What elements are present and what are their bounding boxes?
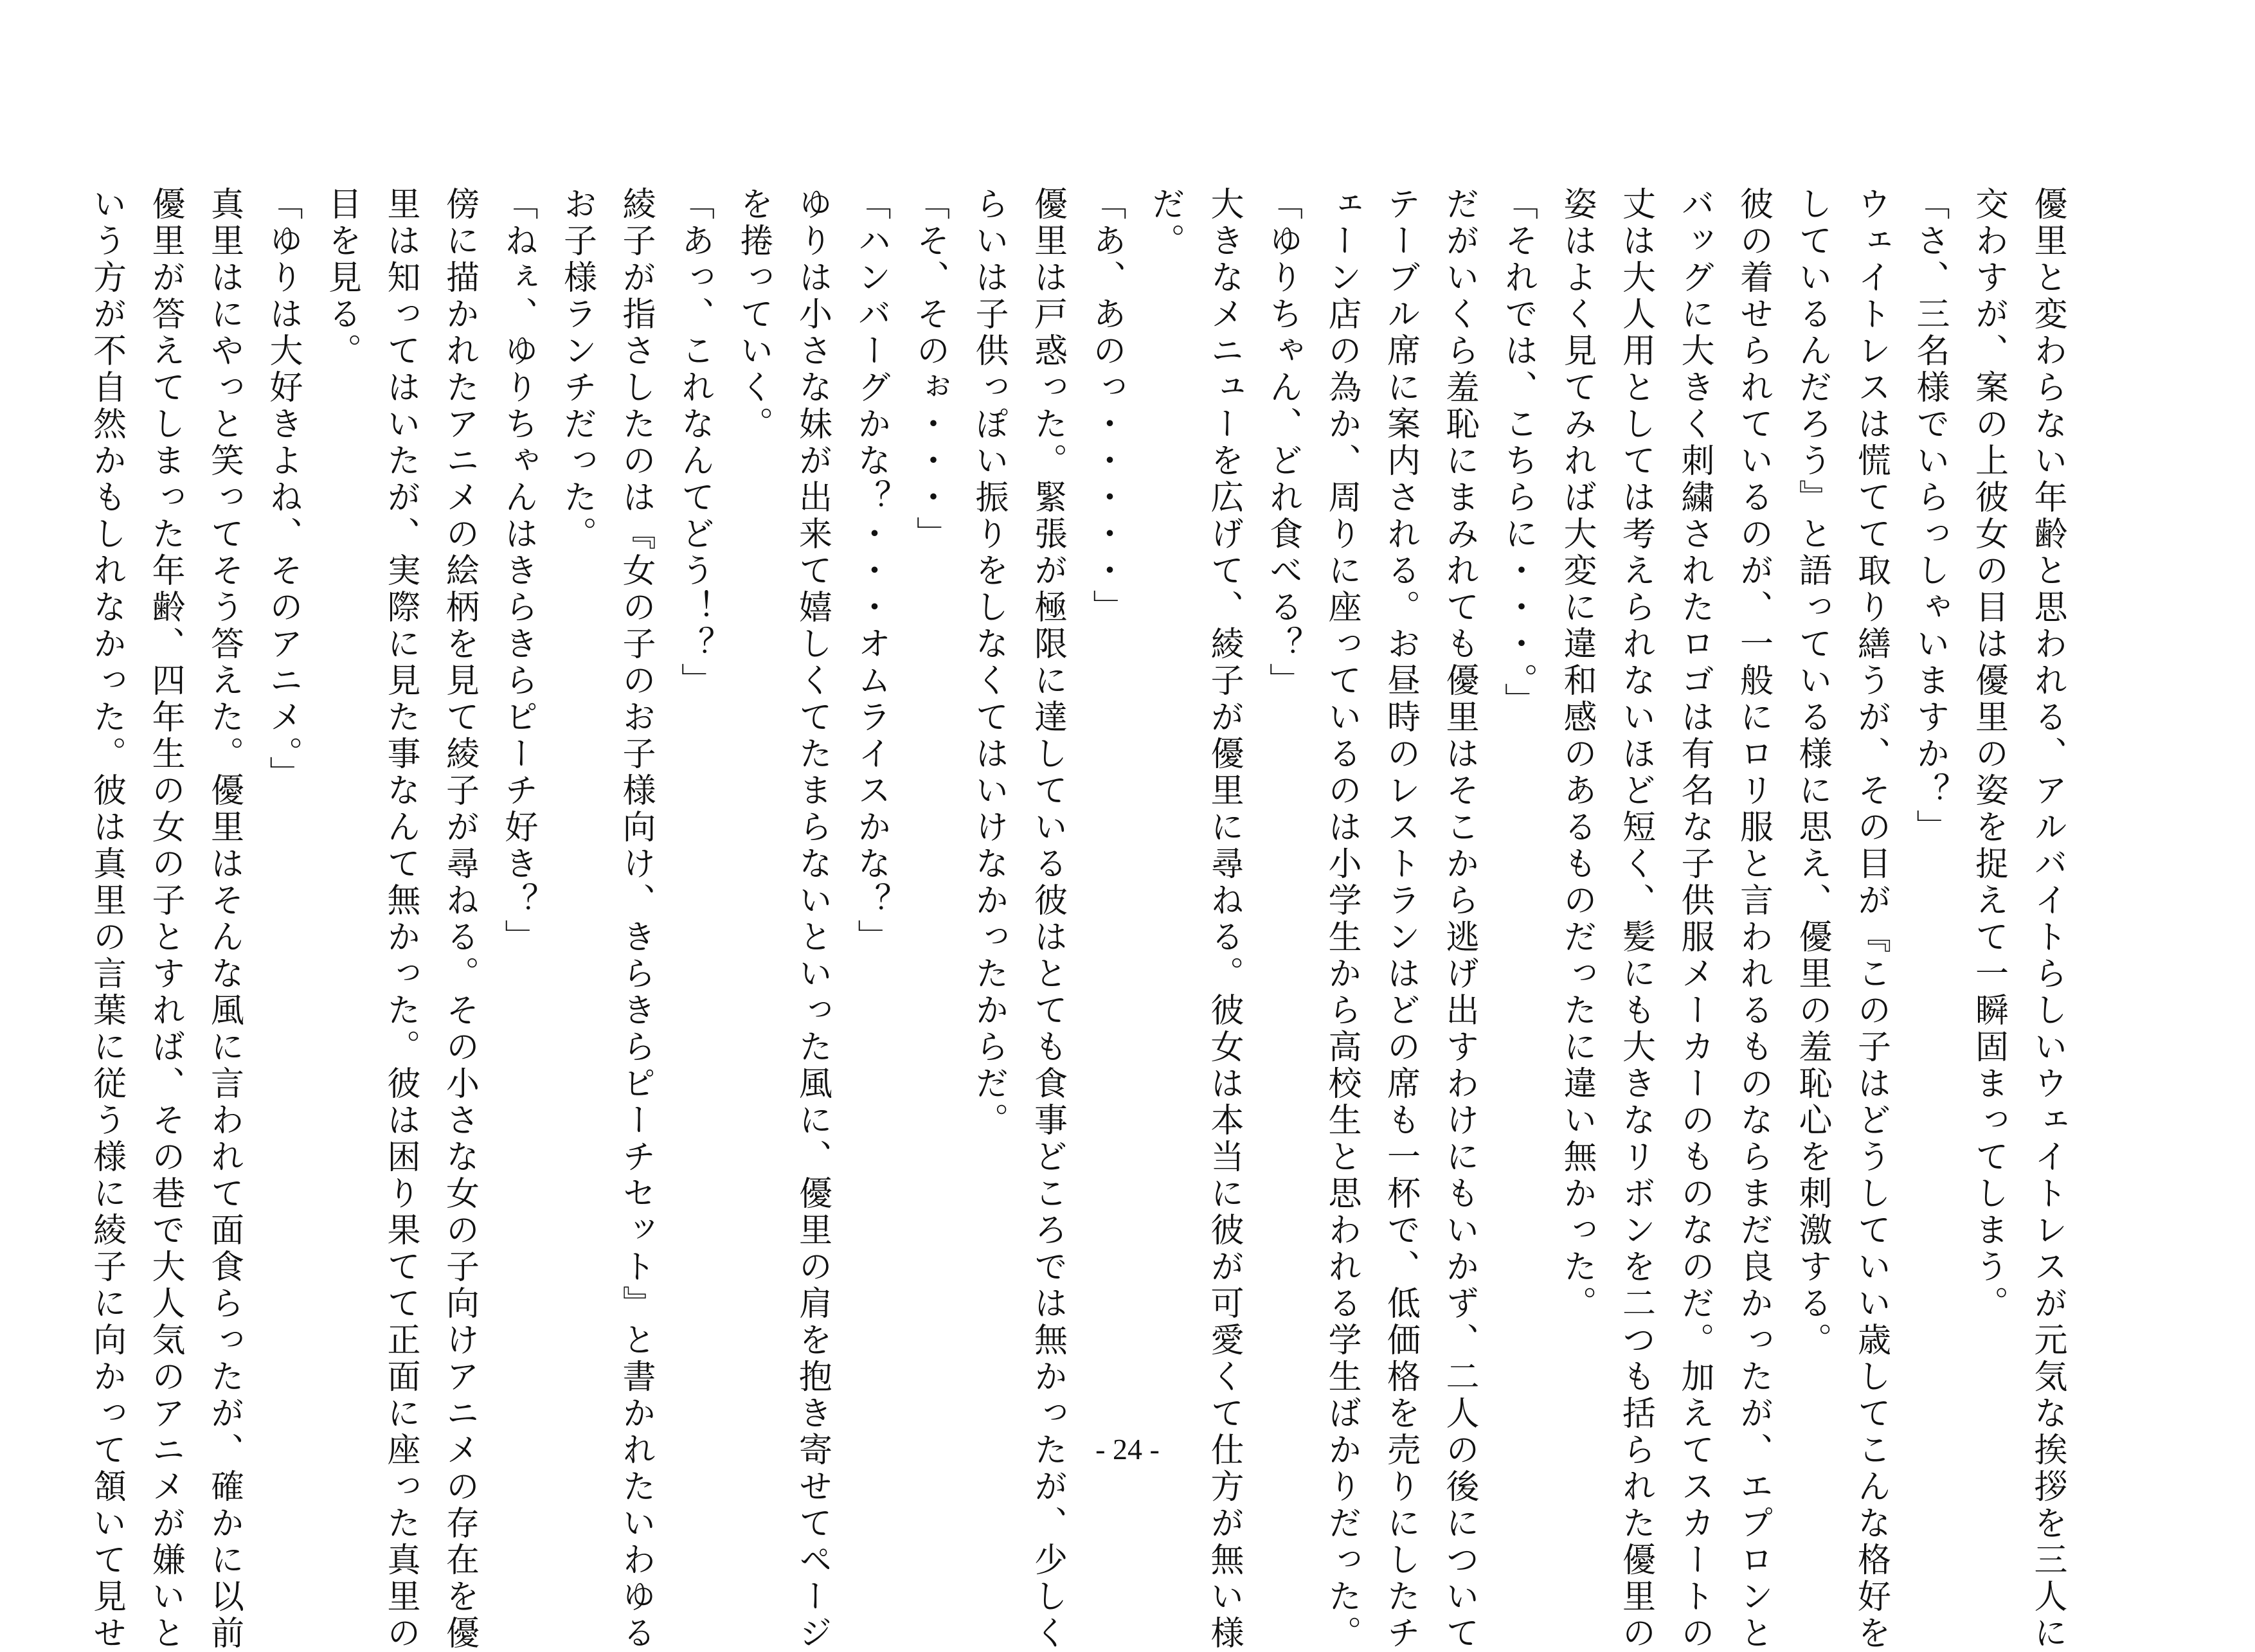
text-line: しているんだろう』と語っている様に思え、優里の羞恥心を刺激する。 — [1793, 186, 1831, 1359]
text-line: ウェイトレスは慌てて取り繕うが、その目が『この子はどうしていい歳してこんな格好を — [1851, 186, 1891, 1652]
text-line: 「そ、そのぉ・・・」 — [910, 186, 949, 553]
text-line: を捲っていく。 — [734, 186, 773, 443]
text-line: 目を見る。 — [322, 186, 361, 370]
text-line: だ。 — [1145, 186, 1185, 260]
text-line: 優里が答えてしまった年齢、四年生の女の子とすれば、その巷で大人気のアニメが嫌いと — [146, 186, 184, 1652]
text-line: 「ねぇ、ゆりちゃんはきらきらピーチ好き？」 — [499, 186, 537, 956]
text-line: らいは子供っぽい振りをしなくてはいけなかったからだ。 — [969, 186, 1008, 1139]
text-line: ゆりは小さな妹が出来て嬉しくてたまらないといった風に、優里の肩を抱き寄せてページ — [793, 186, 832, 1652]
text-line: 丈は大人用としては考えられないほど短く、髪にも大きなリボンを二つも括られた優里の — [1616, 186, 1655, 1652]
text-line: バッグに大きく刺繍されたロゴは有名な子供服メーカーのものなのだ。加えてスカートの — [1675, 186, 1714, 1652]
text-line: 「ゆりちゃん、どれ食べる？」 — [1263, 186, 1302, 699]
text-line: 「ゆりは大好きよね、そのアニメ。」 — [264, 186, 302, 793]
text-line: いう方が不自然かもしれなかった。彼は真里の言葉に従う様に綾子に向かって頷いて見せ — [87, 186, 126, 1652]
text-line: 「ハンバーグかな？・・・オムライスかな？」 — [852, 186, 890, 956]
text-line: 交わすが、案の上彼女の目は優里の姿を捉えて一瞬固まってしまう。 — [1969, 186, 2008, 1322]
text-line: 優里は戸惑った。緊張が極限に達している彼はとても食事どころでは無かったが、少しく — [1028, 186, 1067, 1652]
text-line: 傍に描かれたアニメの絵柄を見て綾子が尋ねる。その小さな女の子向けアニメの存在を優 — [440, 186, 479, 1652]
text-line: ェーン店の為か、周りに座っているのは小学生から高校生と思われる学生ばかりだった。 — [1322, 186, 1361, 1652]
text-line: 「あ、あのっ・・・・・」 — [1087, 186, 1126, 626]
text-line: 彼の着せられているのが、一般にロリ服と言われるものならまだ良かったが、エプロンと — [1734, 186, 1773, 1652]
text-line: 里は知ってはいたが、実際に見た事なんて無かった。彼は困り果てて正面に座った真里の — [381, 186, 420, 1652]
text-line: 優里と変わらない年齢と思われる、アルバイトらしいウェイトレスが元気な挨拶を三人に — [2028, 186, 2067, 1652]
page-number: - 24 - — [1095, 1433, 1160, 1466]
text-line: 綾子が指さしたのは『女の子のお子様向け、きらきらピーチセット』と書かれたいわゆる — [616, 186, 655, 1652]
text-line: 姿はよく見てみれば大変に違和感のあるものだったに違い無かった。 — [1558, 186, 1596, 1322]
text-line: 真里はにやっと笑ってそう答えた。優里はそんな風に言われて面食らったが、確かに以前 — [204, 186, 244, 1652]
text-line: テーブル席に案内される。お昼時のレストランはどの席も一杯で、低価格を売りにしたチ — [1381, 186, 1420, 1652]
text-line: 「さ、三名様でいらっしゃいますか？」 — [1910, 186, 1949, 846]
text-line: 大きなメニューを広げて、綾子が優里に尋ねる。彼女は本当に彼が可愛くて仕方が無い様 — [1205, 186, 1243, 1652]
text-line: 「あっ、これなんてどう！？」 — [675, 186, 714, 699]
text-line: 「それでは、こちらに・・・。」 — [1498, 186, 1538, 719]
text-line: お子様ランチだった。 — [557, 186, 597, 553]
text-line: だがいくら羞恥にまみれても優里はそこから逃げ出すわけにもいかず、二人の後について — [1440, 186, 1478, 1652]
